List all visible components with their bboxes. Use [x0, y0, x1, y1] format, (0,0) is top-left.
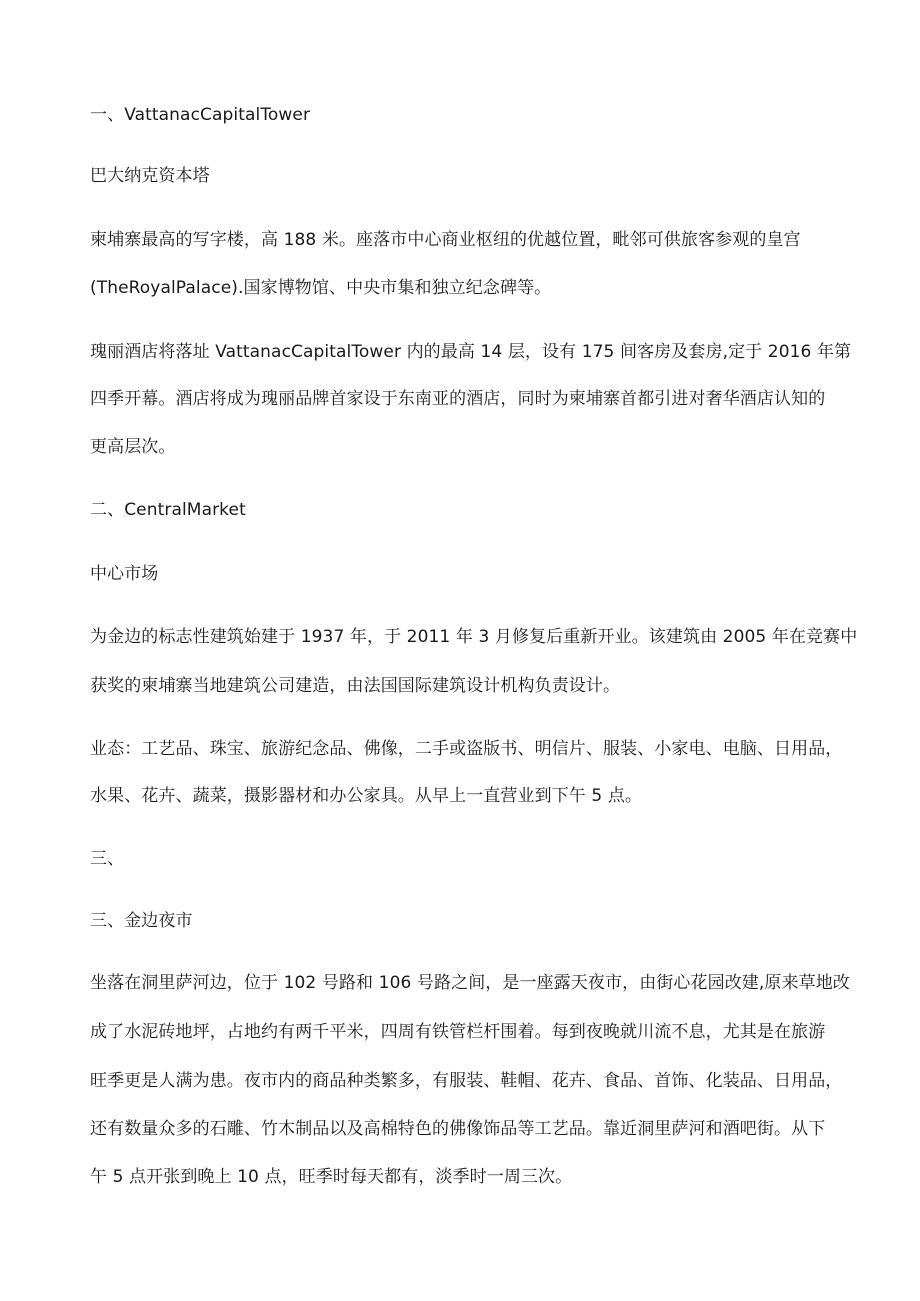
- section-3-heading: 三、金边夜市: [90, 911, 193, 931]
- paragraph-line: 四季开幕。酒店将成为瑰丽品牌首家设于东南亚的酒店，同时为柬埔寨首都引进对奢华酒店认知的: [90, 389, 826, 409]
- paragraph-line: 成了水泥砖地坪，占地约有两千平米，四周有铁管栏杆围着。每到夜晚就川流不息，尤其是在旅游: [90, 1022, 826, 1042]
- section-1-subtitle: 巴大纳克资本塔: [90, 166, 210, 186]
- paragraph-line: 获奖的柬埔寨当地建筑公司建造，由法国国际建筑设计机构负责设计。: [90, 676, 621, 696]
- paragraph-line: (TheRoyalPalace).国家博物馆、中央市集和独立纪念碑等。: [90, 278, 552, 298]
- paragraph-line: 水果、花卉、蔬菜，摄影器材和办公家具。从早上一直营业到下午 5 点。: [90, 786, 643, 806]
- paragraph-line: 坐落在洞里萨河边，位于 102 号路和 106 号路之间，是一座露天夜市，由街心花园改建,原来草地改: [90, 973, 850, 993]
- paragraph-line: 业态：工艺品、珠宝、旅游纪念品、佛像，二手或盗版书、明信片、服装、小家电、电脑、日用品，: [90, 739, 843, 759]
- paragraph-line: 瑰丽酒店将落址 VattanacCapitalTower 内的最高 14 层，设有 175 间客房及套房,定于 2016 年第: [90, 342, 852, 362]
- section-2-heading: 二、CentralMarket: [90, 500, 246, 520]
- paragraph-line: 为金边的标志性建筑始建于 1937 年，于 2011 年 3 月修复后重新开业。该建筑由 2005 年在竞赛中: [90, 627, 858, 647]
- section-2-subtitle: 中心市场: [90, 564, 159, 584]
- paragraph-line: 旺季更是人满为患。夜市内的商品种类繁多，有服装、鞋帽、花卉、食品、首饰、化装品、日用品，: [90, 1071, 843, 1091]
- paragraph-line: 更高层次。: [90, 437, 176, 457]
- paragraph-line: 柬埔寨最高的写字楼，高 188 米。座落市中心商业枢纽的优越位置，毗邻可供旅客参观的皇宫: [90, 230, 801, 250]
- section-3-label: 三、: [90, 849, 125, 869]
- paragraph-line: 还有数量众多的石雕、竹木制品以及高棉特色的佛像饰品等工艺品。靠近洞里萨河和酒吧街。从下: [90, 1119, 826, 1139]
- section-1-heading: 一、VattanacCapitalTower: [90, 105, 311, 125]
- paragraph-line: 午 5 点开张到晚上 10 点，旺季时每天都有，淡季时一周三次。: [90, 1167, 573, 1187]
